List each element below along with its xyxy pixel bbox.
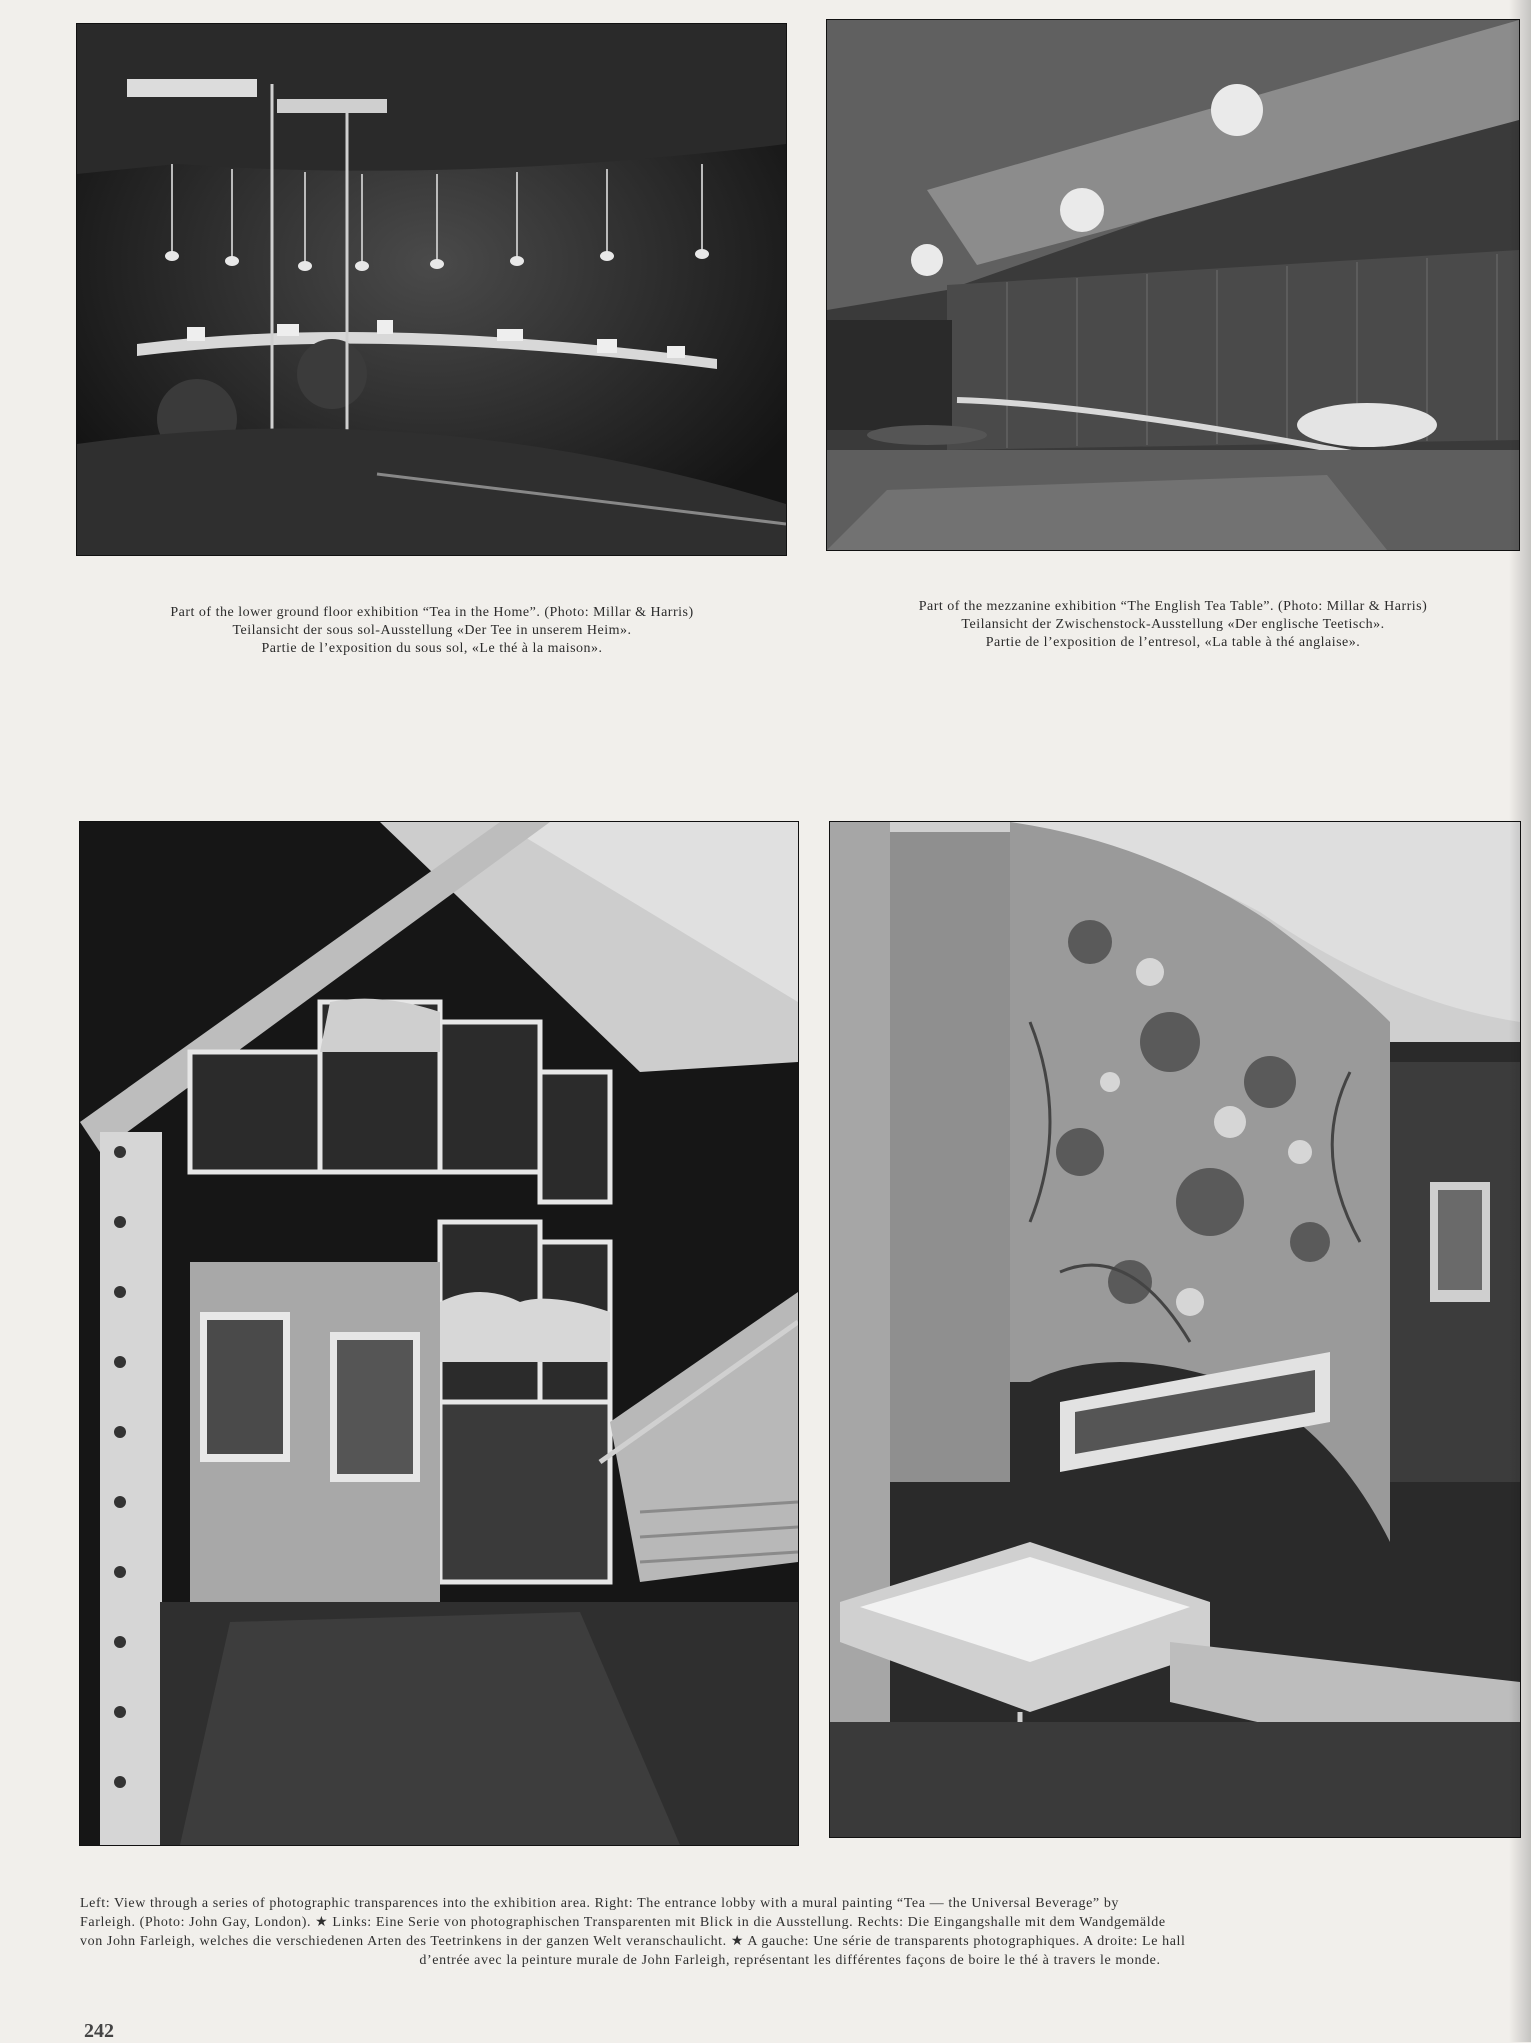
caption-bottom-line: Left: View through a series of photographic transparences into the exhibition area. Right: The entrance lobby with a mural painting “Tea — the Universal Beverage” by	[80, 1896, 1120, 1911]
caption-line-fr: Partie de l’exposition du sous sol, «Le thé à la maison».	[261, 641, 603, 656]
caption-line-fr: Partie de l’exposition de l’entresol, «La table à thé anglaise».	[985, 635, 1361, 650]
caption-line-de: Teilansicht der Zwischenstock-Ausstellung «Der englische Teetisch».	[961, 617, 1385, 632]
caption-top-left	[77, 604, 787, 658]
caption-top-right	[827, 598, 1519, 652]
caption-bottom-line: von John Farleigh, welches die verschiedenen Arten des Teetrinkens in der ganzen Welt veranschaulicht. ★ A gauche: Une série de transparents photographiques. A droite: Le hall	[80, 1934, 1186, 1949]
page-gutter-shadow	[1509, 0, 1531, 2042]
photo-transparences-view	[80, 822, 798, 1845]
caption-bottom	[80, 1894, 1500, 1970]
caption-bottom-line: Farleigh. (Photo: John Gay, London). ★ Links: Eine Serie von photographischen Transparenten mit Blick in die Ausstellung. Rechts: Die Eingangshalle mit dem Wandgemälde	[80, 1915, 1166, 1930]
caption-line-de: Teilansicht der sous sol-Ausstellung «Der Tee in unserem Heim».	[232, 623, 632, 638]
photo-tea-in-the-home	[77, 24, 786, 555]
page-number: 242	[84, 2020, 114, 2042]
caption-bottom-line: d’entrée avec la peinture murale de John Farleigh, représentant les différentes façons de boire le thé à travers le monde.	[419, 1953, 1161, 1968]
photo-entrance-lobby-mural	[830, 822, 1520, 1837]
caption-line-en: Part of the lower ground floor exhibition “Tea in the Home”. (Photo: Millar & Harris)	[170, 605, 694, 620]
caption-line-en: Part of the mezzanine exhibition “The English Tea Table”. (Photo: Millar & Harris)	[918, 599, 1428, 614]
photo-english-tea-table	[827, 20, 1519, 550]
